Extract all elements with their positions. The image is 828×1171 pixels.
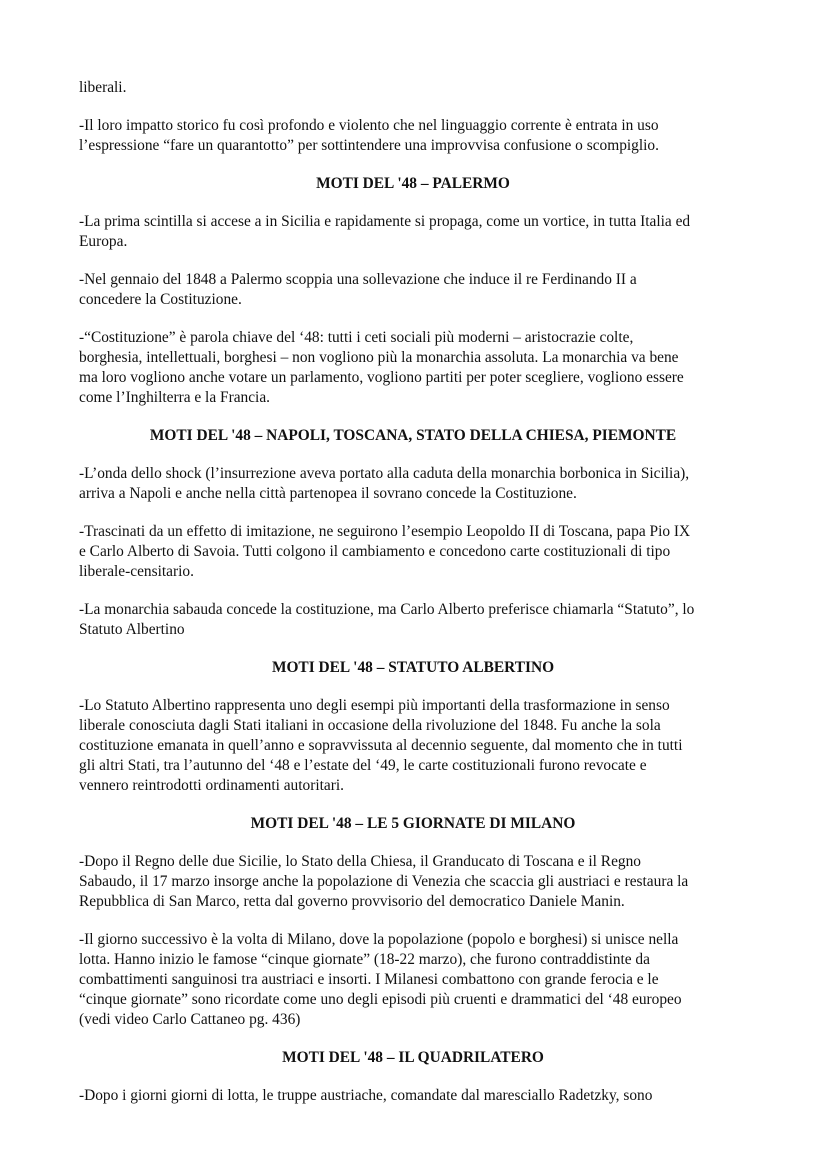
text-line: -“Costituzione” è parola chiave del ‘48: tutti i ceti sociali più moderni – aristocrazie colte, (79, 329, 634, 346)
section-heading-milano: MOTI DEL '48 – LE 5 GIORNATE DI MILANO (250, 815, 576, 832)
paragraph (79, 522, 747, 582)
paragraph (79, 696, 747, 796)
text-line: ma loro vogliono anche votare un parlamento, vogliono partiti per poter scegliere, vogliono essere (79, 369, 684, 386)
text-line: -Dopo i giorni giorni di lotta, le truppe austriache, comandate dal maresciallo Radetzky, sono (79, 1087, 653, 1104)
text-line: costituzione emanata in quell’anno e sopravvissuta al decennio seguente, dal momento che in tutti (79, 737, 683, 754)
text-line: (vedi video Carlo Cattaneo pg. 436) (79, 1011, 301, 1028)
paragraph (79, 270, 747, 310)
text-line: -La monarchia sabauda concede la costituzione, ma Carlo Alberto preferisce chiamarla “Statuto”, lo (79, 601, 695, 618)
section-heading-napoli: MOTI DEL '48 – NAPOLI, TOSCANA, STATO DELLA CHIESA, PIEMONTE (149, 427, 677, 444)
text-line: Statuto Albertino (79, 621, 185, 638)
section-heading-palermo: MOTI DEL '48 – PALERMO (316, 175, 510, 192)
paragraph (79, 600, 747, 640)
paragraph (79, 328, 747, 408)
text-line: liberale-censitario. (79, 563, 194, 580)
text-line: e Carlo Alberto di Savoia. Tutti colgono il cambiamento e concedono carte costituzionali di tipo (79, 543, 671, 560)
text-line: gli altri Stati, tra l’autunno del ‘48 e l’estate del ‘49, le carte costituzionali furono revocate e (79, 757, 647, 774)
text-line: -Il giorno successivo è la volta di Milano, dove la popolazione (popolo e borghesi) si unisce nella (79, 931, 679, 948)
text-line: Europa. (79, 233, 128, 250)
paragraph (79, 1086, 747, 1106)
paragraph (79, 930, 747, 1030)
text-line: -Nel gennaio del 1848 a Palermo scoppia una sollevazione che induce il re Ferdinando II a (79, 271, 637, 288)
paragraph (79, 464, 747, 504)
text-line: combattimenti sanguinosi tra austriaci e insorti. I Milanesi combattono con grande ferocia e le (79, 971, 659, 988)
text-line: -Dopo il Regno delle due Sicilie, lo Stato della Chiesa, il Granducato di Toscana e il Regno (79, 853, 641, 870)
text-line: concedere la Costituzione. (79, 291, 242, 308)
text-line: -La prima scintilla si accese a in Sicilia e rapidamente si propaga, come un vortice, in tutta Italia ed (79, 213, 691, 230)
text-line: -Lo Statuto Albertino rappresenta uno degli esempi più importanti della trasformazione in senso (79, 697, 670, 714)
paragraph (79, 212, 747, 252)
text-line: Sabaudo, il 17 marzo insorge anche la popolazione di Venezia che scaccia gli austriaci e restaura la (79, 873, 689, 890)
paragraph (79, 78, 747, 98)
text-line: -L’onda dello shock (l’insurrezione aveva portato alla caduta della monarchia borbonica in Sicilia), (79, 465, 690, 482)
text-line: -Trascinati da un effetto di imitazione, ne seguirono l’esempio Leopoldo II di Toscana, papa Pio IX (79, 523, 691, 540)
text-line: liberale conosciuta dagli Stati italiani in occasione della rivoluzione del 1848. Fu anche la sola (79, 717, 661, 734)
text-line: -Il loro impatto storico fu così profondo e violento che nel linguaggio corrente è entrata in uso (79, 117, 659, 134)
text-line: liberali. (79, 79, 127, 96)
text-line: lotta. Hanno inizio le famose “cinque giornate” (18-22 marzo), che furono contraddistinte da (79, 951, 650, 968)
document-page (79, 78, 747, 1124)
paragraph (79, 116, 747, 156)
text-line: borghesia, intellettuali, borghesi – non vogliono più la monarchia assoluta. La monarchia va bene (79, 349, 679, 366)
text-line: come l’Inghilterra e la Francia. (79, 389, 271, 406)
text-line: l’espressione “fare un quarantotto” per sottintendere una improvvisa confusione o scompiglio. (79, 137, 659, 154)
text-line: arriva a Napoli e anche nella città partenopea il sovrano concede la Costituzione. (79, 485, 577, 502)
section-heading-statuto: MOTI DEL '48 – STATUTO ALBERTINO (271, 659, 555, 676)
section-heading-quadrilatero: MOTI DEL '48 – IL QUADRILATERO (282, 1049, 544, 1066)
paragraph (79, 852, 747, 912)
text-line: Repubblica di San Marco, retta dal governo provvisorio del democratico Daniele Manin. (79, 893, 625, 910)
text-line: vennero reintrodotti ordinamenti autoritari. (79, 777, 344, 794)
text-line: “cinque giornate” sono ricordate come uno degli episodi più cruenti e drammatici del ‘48 europeo (79, 991, 682, 1008)
